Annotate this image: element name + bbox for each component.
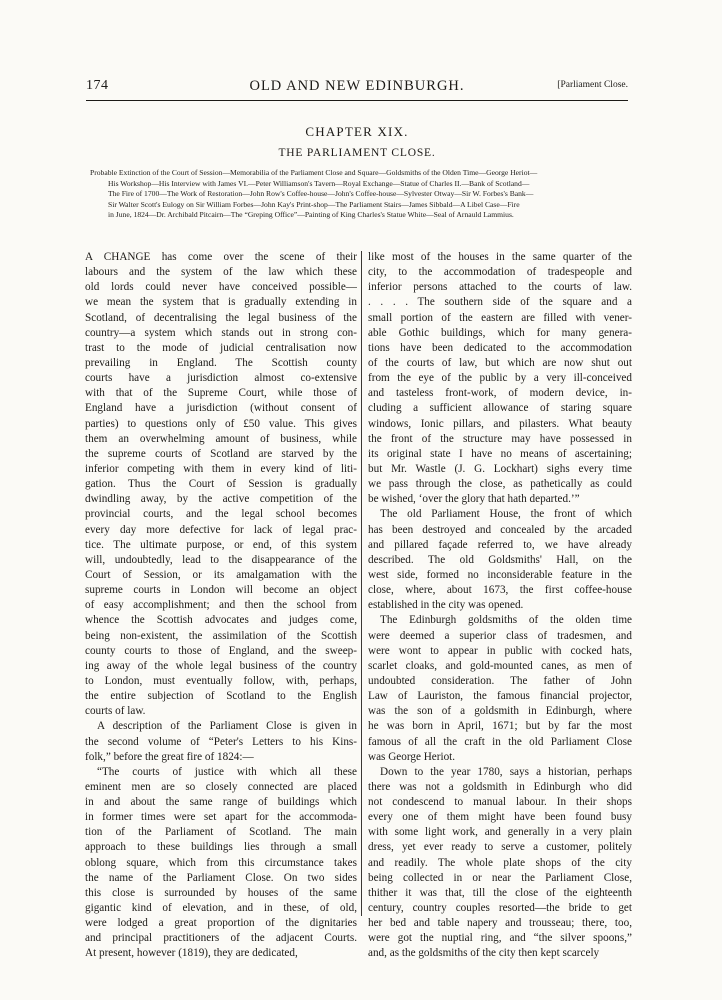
text-line: The Edinburgh goldsmiths of the olden time bbox=[380, 614, 632, 627]
text-line: its original state I have no means of ascertaining; bbox=[368, 447, 632, 460]
text-line: able Gothic buildings, which for many genera- bbox=[368, 326, 632, 339]
text-line: and pillared façade referred to, we have already bbox=[368, 538, 632, 551]
text-line: in and about the same range of buildings which bbox=[85, 796, 357, 809]
running-head bbox=[86, 78, 628, 101]
text-line: gation. Thus the Court of Session is gradually bbox=[85, 478, 357, 491]
summary-line: His Workshop—His Interview with James VI.—Peter Williamson's Tavern—Royal Exchange—Statue of Charles II.—Bank of Scotland— bbox=[108, 178, 530, 188]
text-line: and readily. The whole plate shops of the city bbox=[368, 856, 632, 869]
text-line: eminent men are so closely connected are placed bbox=[85, 780, 357, 793]
text-line: England have a jurisdiction (without consent of bbox=[85, 402, 357, 415]
text-line: inferior competing with them in every kind of liti- bbox=[85, 462, 357, 475]
text-line: he was born in April, 1671; but by far the most bbox=[368, 720, 632, 733]
chapter-summary bbox=[90, 168, 630, 221]
chapter-title: THE PARLIAMENT CLOSE. bbox=[278, 147, 436, 159]
text-line: of easy accomplishment; and then the school from bbox=[85, 599, 357, 612]
text-line: were got the nuptial ring, and “the silver spoons,” bbox=[368, 932, 632, 945]
text-line: there was not a goldsmith in Edinburgh who did bbox=[368, 780, 632, 793]
text-line: the front of the structure may have possessed in bbox=[368, 432, 632, 445]
text-line: famous of all the craft in the old Parliament Close bbox=[368, 735, 632, 748]
text-line: this close is surrounded by houses of the same bbox=[85, 886, 357, 899]
text-line: her bed and table napery and trousseau; there, too, bbox=[368, 917, 632, 930]
text-line: Down to the year 1780, says a historian, perhaps bbox=[380, 765, 632, 778]
text-line: tions have been dedicated to the accommodation bbox=[368, 341, 632, 354]
text-line: were deemed a superior class of tradesmen, and bbox=[368, 629, 632, 642]
text-line: country—a system which stands out in strong con- bbox=[85, 326, 357, 339]
summary-line: Probable Extinction of the Court of Session—Memorabilia of the Parliament Close and Square—Goldsmiths of the Olden Time—George Heriot— bbox=[90, 168, 538, 177]
text-line: courts of law. bbox=[85, 705, 146, 718]
text-line: with that of the Supreme Court, while those of bbox=[85, 387, 357, 400]
column-divider bbox=[361, 251, 362, 916]
text-line: Court of Session, or its amalgamation with the bbox=[85, 568, 357, 581]
text-line: ing away of the whole legal business of the country bbox=[85, 659, 357, 672]
text-line: them an overwhelming amount of business, while bbox=[85, 432, 357, 445]
text-line: of the courts of law, but which are now shut out bbox=[368, 356, 632, 369]
text-line: folk,” before the great fire of 1824:— bbox=[85, 750, 254, 763]
text-line: county courts to those of England, and the sweep- bbox=[85, 644, 357, 657]
text-line: provincial courts, and the legal school becomes bbox=[85, 508, 357, 521]
text-line: from the eye of the public by a very ill-conceived bbox=[368, 372, 632, 385]
chapter-number: CHAPTER XIX. bbox=[305, 124, 409, 139]
text-line: has been destroyed and concealed by the arcaded bbox=[368, 523, 632, 536]
text-line: city, to the accommodation of tradespeople and bbox=[368, 266, 632, 279]
text-line: being non-existent, the assimilation of the Scottish bbox=[85, 629, 357, 642]
text-line: was the son of a goldsmith in Edinburgh, where bbox=[368, 705, 632, 718]
summary-line: in June, 1824—Dr. Archibald Pitcairn—The “Greping Office”—Painting of King Charles's Statue White—Seal of Arnauld Lammius. bbox=[108, 210, 514, 220]
text-line: A description of the Parliament Close is given in bbox=[97, 720, 357, 733]
text-line: courts have a jurisdiction almost co-extensive bbox=[85, 372, 357, 385]
page-number: 174 bbox=[86, 78, 109, 93]
text-line: parties) to questions only of £50 value. This gives bbox=[85, 417, 357, 430]
right-column bbox=[368, 250, 632, 962]
text-line: and, as the goldsmiths of the city then kept scarcely bbox=[368, 947, 600, 960]
text-line: west side, formed no inconsiderable feature in the bbox=[368, 568, 632, 581]
text-line: like most of the houses in the same quarter of the bbox=[368, 251, 632, 263]
text-line: established in the city was opened. bbox=[368, 599, 524, 612]
text-line: old lords could never have conceived possible— bbox=[85, 281, 357, 294]
text-line: and principal practitioners of the adjacent Courts. bbox=[85, 932, 357, 945]
text-line: be wished, ‘over the glory that hath departed.’” bbox=[368, 493, 580, 506]
text-line: windows, Ionic pillars, and pilasters. What beauty bbox=[368, 417, 632, 430]
text-line: will, undoubtedly, lead to the disappearance of the bbox=[85, 553, 357, 566]
text-line: every one of them might have been found busy bbox=[368, 811, 632, 824]
text-line: close, where, about 1673, the first coffee-house bbox=[368, 584, 632, 597]
text-line: thither it was that, till the close of the eighteenth bbox=[368, 886, 632, 899]
text-line: A CHANGE has come over the scene of their bbox=[85, 251, 357, 263]
text-line: dwindling away, by the active competition of the bbox=[85, 493, 357, 506]
text-line: tice. The ultimate purpose, or end, of this system bbox=[85, 538, 357, 551]
text-line: the second volume of “Peter's Letters to his Kins- bbox=[85, 735, 357, 748]
summary-line: The Fire of 1700—The Work of Restoration—John Row's Coffee-house—John's Coffee-house—Sylvester Otway—Sir W. Forbes's Bank— bbox=[108, 189, 534, 199]
text-line: tion of the Parliament of Scotland. The main bbox=[85, 826, 357, 839]
text-line: to London, must eventually follow, with, perhaps, bbox=[85, 674, 357, 687]
running-title: OLD AND NEW EDINBURGH. bbox=[249, 78, 465, 94]
text-line: but Mr. Wastle (J. G. Lockhart) sighs every time bbox=[368, 462, 632, 475]
text-line: cluding a sufficient allowance of staring square bbox=[368, 402, 632, 415]
text-line: were wont to appear in public with cocked hats, bbox=[368, 644, 632, 657]
text-line: trast to the mode of judicial centralisation now bbox=[85, 341, 357, 354]
text-line: . . . . The southern side of the square and a bbox=[368, 296, 632, 309]
text-line: “The courts of justice with which all these bbox=[97, 765, 357, 778]
text-line: were lodged a great proportion of the dignitaries bbox=[85, 917, 357, 930]
text-line: At present, however (1819), they are dedicated, bbox=[85, 947, 298, 960]
left-column bbox=[85, 250, 357, 962]
text-line: not condescend to manual labour. In their shops bbox=[368, 796, 632, 809]
text-line: every day more defective for lack of legal prac- bbox=[85, 523, 357, 536]
text-line: small portion of the eastern are filled with vener- bbox=[368, 311, 632, 324]
text-line: being collected in or near the Parliament Close, bbox=[368, 871, 632, 884]
text-line: scarlet cloaks, and gold-mounted canes, as men of bbox=[368, 659, 632, 672]
text-line: labours and the system of the law which these bbox=[85, 266, 357, 279]
text-line: undoubted consideration. The father of John bbox=[368, 674, 632, 687]
text-line: with some light work, and generally in a very plain bbox=[368, 826, 632, 839]
text-line: we pass through the close, as pathetically as could bbox=[368, 478, 632, 491]
text-line: gigantic kind of elevation, and in these, of old, bbox=[85, 902, 357, 915]
text-line: Law of Lauriston, the famous financial projector, bbox=[368, 690, 632, 703]
text-line: The old Parliament House, the front of which bbox=[380, 508, 632, 521]
text-line: Scotland, of decentralising the legal business of the bbox=[85, 311, 357, 324]
text-line: and tasteless front-work, of modern device, in- bbox=[368, 387, 632, 400]
text-line: dress, yet ever ready to serve a customer, politely bbox=[368, 841, 632, 854]
text-line: supreme courts in London will become an object bbox=[85, 584, 357, 597]
text-line: approach to these buildings lies through a small bbox=[85, 841, 357, 854]
text-line: century, country couples resorted—the bride to get bbox=[368, 902, 632, 915]
text-line: the name of the Parliament Close. On two sides bbox=[85, 871, 357, 884]
summary-line: Sir Walter Scott's Eulogy on Sir William Forbes—John Kay's Print-shop—The Parliament Stairs—James Sibbald—A Libel Case—Fire bbox=[108, 199, 520, 209]
text-line: inferior persons attached to the courts of law. bbox=[368, 281, 632, 294]
text-line: we mean the system that is gradually extending in bbox=[85, 296, 357, 309]
text-line: prevailing in England. The Scottish county bbox=[85, 356, 357, 369]
text-line: whence the Scottish advocates and judges come, bbox=[85, 614, 357, 627]
text-line: described. The old Goldsmiths' Hall, on the bbox=[368, 553, 632, 566]
text-line: the supreme courts of Scotland are starved by the bbox=[85, 447, 357, 460]
section-marker: [Parliament Close. bbox=[557, 80, 628, 90]
text-line: oblong square, which from this circumstance takes bbox=[85, 856, 357, 869]
text-line: in former times were set apart for the accommoda- bbox=[85, 811, 357, 824]
text-line: was George Heriot. bbox=[368, 750, 456, 763]
text-line: the entire subjection of Scotland to the English bbox=[85, 690, 357, 703]
